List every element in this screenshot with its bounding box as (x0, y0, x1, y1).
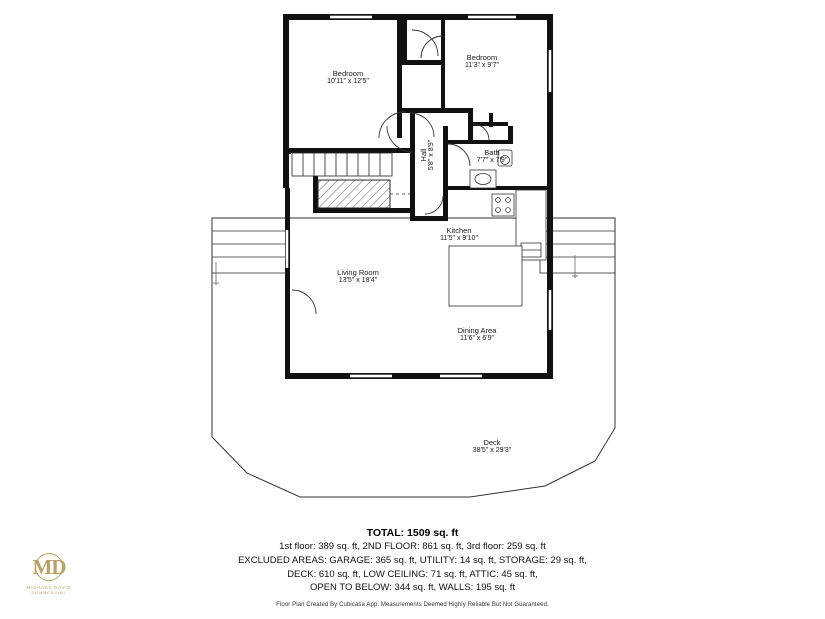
logo-tagline: COMMERCIAL (31, 590, 67, 595)
room-label (327, 69, 369, 87)
logo-name: MICHAEL DAVID (26, 585, 72, 590)
brand-logo (18, 553, 80, 595)
deck-outline (212, 218, 615, 497)
room-name: Kitchen (446, 225, 472, 235)
room-dimensions: 10'11" x 12'5" (327, 78, 369, 86)
room-name: Dining Area (457, 325, 497, 335)
room-dimensions: 11'3" x 9'7" (465, 62, 499, 70)
room-dimensions: 11'6" x 6'9" (460, 335, 494, 343)
room-dimensions: 7'7" x 7'9" (476, 157, 508, 165)
floor-breakdown: 1st floor: 389 sq. ft, 2ND FLOOR: 861 sq. ft, 3rd floor: 259 sq. ft (279, 541, 546, 552)
room-name: Bath (484, 147, 500, 157)
room-label (458, 326, 497, 344)
room-name: Deck (483, 437, 501, 447)
logo-ring-icon (32, 553, 66, 581)
room-label (477, 148, 508, 166)
room-label (473, 438, 511, 456)
room-dimensions: 13'5" x 18'4" (338, 277, 378, 285)
room-label (465, 53, 499, 71)
logo-monogram: MD (32, 554, 66, 579)
area-summary (0, 527, 825, 608)
room-label (440, 226, 478, 244)
staircase-upper (292, 153, 392, 176)
room-name: Hall (418, 148, 428, 162)
excluded-areas-line-2: DECK: 610 sq. ft, LOW CEILING: 71 sq. ft, ATTIC: 45 sq. ft, (287, 568, 538, 580)
room-dimensions: 38'5" x 29'3" (472, 447, 512, 455)
total-area: TOTAL: 1509 sq. ft (366, 527, 459, 539)
room-name: Living Room (337, 267, 379, 277)
room-name: Bedroom (466, 52, 498, 62)
excluded-areas-line-1: EXCLUDED AREAS: GARAGE: 365 sq. ft, UTILITY: 14 sq. ft, STORAGE: 29 sq. ft, (238, 554, 587, 566)
disclaimer: Floor Plan Created By Cubicasa App. Measurements Deemed Highly Reliable But Not Guaranteed. (276, 602, 549, 609)
room-label (337, 268, 379, 286)
excluded-areas-line-3: OPEN TO BELOW: 344 sq. ft, WALLS: 195 sq. ft (309, 582, 516, 594)
room-label (419, 140, 437, 171)
staircase-lower (318, 180, 390, 208)
room-dimensions: 11'5" x 9'10" (440, 235, 478, 243)
room-dimensions: 5'8" x 8'9" (428, 139, 436, 171)
room-name: Bedroom (332, 68, 364, 78)
